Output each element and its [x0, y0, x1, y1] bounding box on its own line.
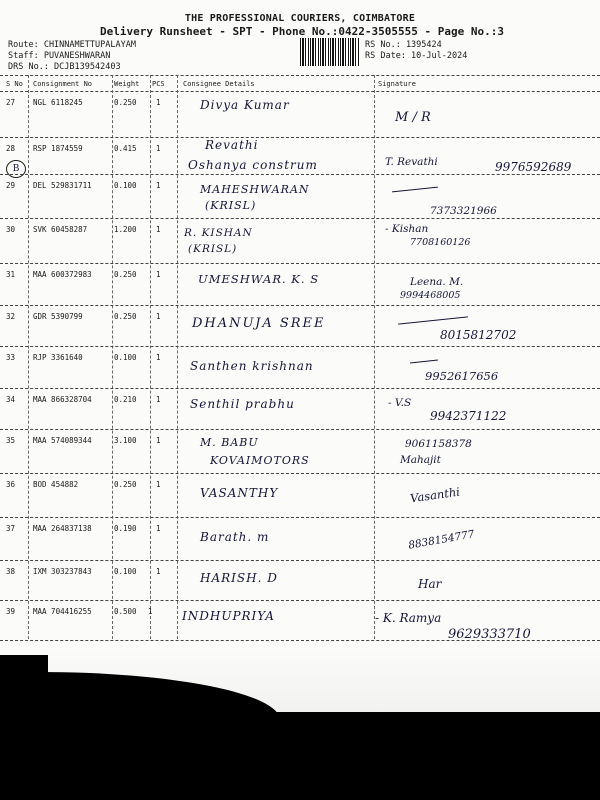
cell-pcs: 1	[156, 225, 161, 234]
cell-pcs: 1	[156, 436, 161, 445]
cell-pcs: 1	[156, 395, 161, 404]
col-header-consignment: Consignment No	[33, 80, 93, 88]
signature-phone: 9952617656	[425, 369, 499, 383]
consignee-name: Senthil prabhu	[190, 397, 295, 411]
signature: - Kishan	[385, 223, 429, 235]
cell-sno: 37	[6, 524, 16, 533]
cell-consignment: MAA 704416255	[33, 607, 92, 616]
cell-consignment: SVK 60458287	[33, 225, 88, 234]
signature: M / R	[395, 110, 431, 125]
table-row	[0, 264, 600, 310]
consignee-name: UMESHWAR. K. S	[198, 272, 320, 286]
signature-scribble	[392, 187, 438, 193]
cell-sno: 29	[6, 181, 16, 190]
cell-consignment: RSP 1874559	[33, 144, 83, 153]
cell-weight: 3.100	[114, 436, 137, 445]
col-header-consignee: Consignee Details	[183, 80, 255, 88]
cell-sno: 28	[6, 144, 16, 153]
cell-weight: 0.100	[114, 567, 137, 576]
cell-sno: 36	[6, 480, 16, 489]
runsheet-subtitle: Delivery Runsheet - SPT - Phone No.:0422-3505555 - Page No.:3	[100, 25, 504, 38]
table-row	[0, 518, 600, 564]
cell-pcs: 1	[156, 480, 161, 489]
cell-consignment: NGL 6118245	[33, 98, 83, 107]
cell-consignment: MAA 264837138	[33, 524, 92, 533]
consignee-name: Barath. m	[200, 530, 270, 544]
signature-phone: 8838154777	[407, 528, 476, 552]
signature-phone: 8015812702	[440, 328, 517, 342]
staff-label: Staff: PUVANESHWARAN	[8, 51, 111, 61]
cell-weight: 0.415	[114, 144, 137, 153]
cell-sno: 38	[6, 567, 16, 576]
signature: Leena. M.	[410, 276, 464, 288]
barcode	[300, 38, 360, 66]
consignee-name: VASANTHY	[200, 486, 279, 500]
rs-number: RS No.: 1395424	[365, 40, 442, 50]
header-rule-top	[0, 75, 600, 76]
consignee-name: HARISH. D	[200, 571, 278, 585]
cell-sno: 39	[6, 607, 16, 616]
signature-phone: 9994468005	[400, 290, 461, 301]
cell-consignment: DEL 529831711	[33, 181, 92, 190]
cell-weight: 0.250	[114, 312, 137, 321]
cell-weight: 0.500	[114, 607, 137, 616]
consignee-name: M. BABU	[200, 436, 259, 449]
consignee-name: Revathi	[205, 138, 259, 152]
consignee-company: Oshanya construm	[188, 158, 318, 172]
cell-weight: 0.190	[114, 524, 137, 533]
signature-phone: 9061158378	[405, 438, 472, 450]
cell-pcs: 1	[156, 98, 161, 107]
signature-phone: 7373321966	[430, 205, 497, 217]
col-header-signature: Signature	[378, 80, 416, 88]
drs-label: DRS No.: DCJB139542403	[8, 62, 121, 72]
consignee-company: KOVAIMOTORS	[210, 454, 310, 467]
col-header-pcs: PCS	[152, 80, 165, 88]
signature-scribble	[398, 316, 468, 324]
cell-pcs: 1	[156, 181, 161, 190]
cell-sno: 30	[6, 225, 16, 234]
cell-weight: 0.100	[114, 181, 137, 190]
col-header-sno: S No	[6, 80, 23, 88]
table-row	[0, 175, 600, 221]
cell-weight: 0.210	[114, 395, 137, 404]
cell-pcs: 1	[156, 270, 161, 279]
cell-sno: 33	[6, 353, 16, 362]
cell-weight: 0.250	[114, 480, 137, 489]
cell-sno: 31	[6, 270, 16, 279]
signature: T. Revathi	[385, 156, 438, 168]
company-title: THE PROFESSIONAL COURIERS, COIMBATORE	[184, 13, 416, 24]
cell-weight: 0.250	[114, 270, 137, 279]
cell-sno: 32	[6, 312, 16, 321]
table-row	[0, 219, 600, 265]
scan-shadow	[0, 712, 600, 800]
cell-consignment: IXM 303237843	[33, 567, 92, 576]
circled-mark: B	[6, 160, 26, 178]
consignee-name: INDHUPRIYA	[182, 609, 275, 623]
row-rule	[0, 640, 600, 641]
table-row	[0, 92, 600, 138]
cell-pcs: 1	[156, 524, 161, 533]
table-row	[0, 474, 600, 520]
route-label: Route: CHINNAMETTUPALAYAM	[8, 40, 136, 50]
signature: - V.S	[388, 397, 412, 409]
signature-scribble	[410, 360, 438, 364]
cell-consignment: MAA 574089344	[33, 436, 92, 445]
col-header-weight: Weight	[114, 80, 140, 88]
signature-phone: 9629333710	[448, 627, 531, 642]
signature-phone: 9942371122	[430, 409, 507, 423]
cell-pcs: 1	[156, 144, 161, 153]
cell-pcs: 1	[148, 607, 153, 616]
consignee-name: Divya Kumar	[200, 98, 290, 112]
cell-weight: 0.250	[114, 98, 137, 107]
cell-consignment: GDR 5390799	[33, 312, 83, 321]
signature-phone: 9976592689	[495, 160, 572, 174]
cell-weight: 0.100	[114, 353, 137, 362]
cell-consignment: BOD 454882	[33, 480, 79, 489]
cell-consignment: MAA 866328704	[33, 395, 92, 404]
rs-date: RS Date: 10-Jul-2024	[365, 51, 468, 61]
signature: - K. Ramya	[375, 611, 442, 625]
cell-sno: 35	[6, 436, 16, 445]
consignee-name: R. KISHAN	[184, 227, 253, 239]
consignee-company: (KRISL)	[205, 199, 257, 212]
consignee-name: DHANUJA SREE	[192, 316, 326, 331]
cell-sno: 27	[6, 98, 16, 107]
consignee-company: (KRISL)	[188, 243, 238, 255]
signature: Vasanthi	[409, 484, 461, 506]
table-row	[0, 430, 600, 476]
signature-phone: 7708160126	[410, 237, 471, 248]
cell-pcs: 1	[156, 312, 161, 321]
cell-consignment: RJP 3361640	[33, 353, 83, 362]
signature: Mahajit	[400, 454, 441, 466]
signature: Har	[418, 577, 442, 591]
cell-sno: 34	[6, 395, 16, 404]
consignee-name: Santhen krishnan	[190, 359, 314, 373]
cell-weight: 1.200	[114, 225, 137, 234]
cell-consignment: MAA 600372983	[33, 270, 92, 279]
cell-pcs: 1	[156, 353, 161, 362]
consignee-name: MAHESHWARAN	[200, 183, 310, 196]
table-row	[0, 347, 600, 393]
cell-pcs: 1	[156, 567, 161, 576]
